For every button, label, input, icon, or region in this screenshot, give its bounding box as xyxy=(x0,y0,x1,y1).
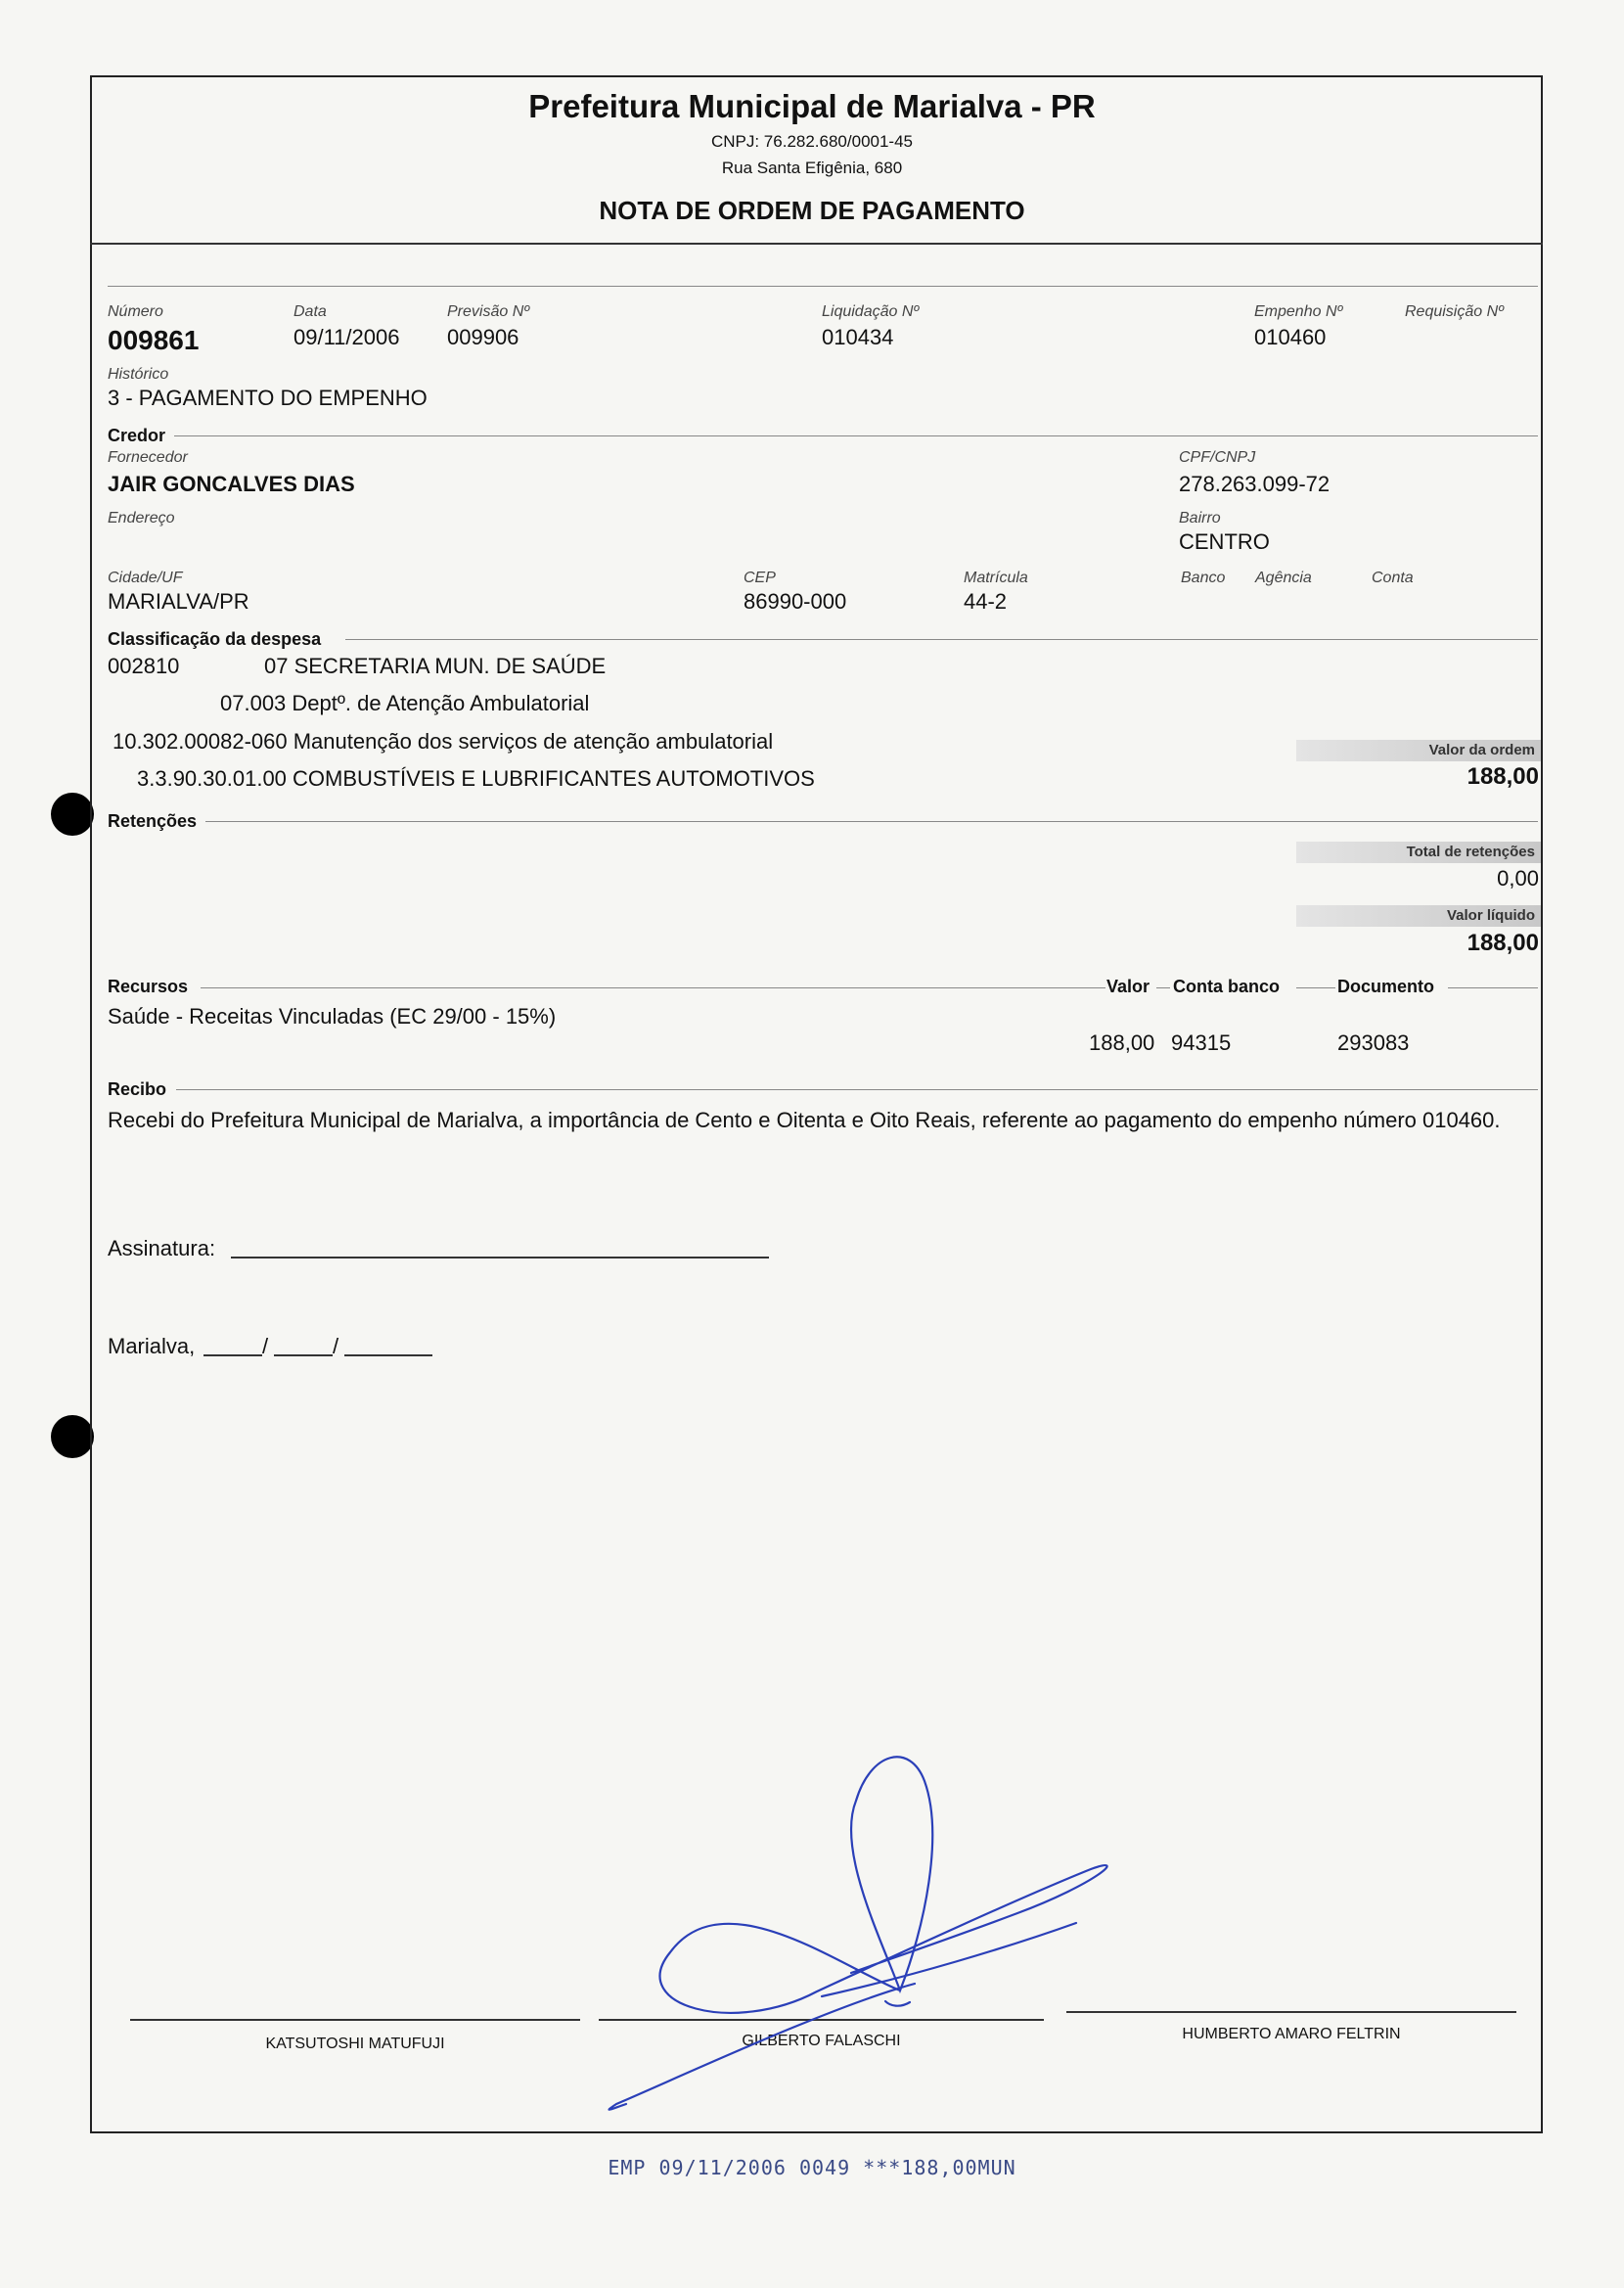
empenho-value: 010460 xyxy=(1254,325,1327,349)
total-retencoes-bar xyxy=(1296,842,1541,863)
valor-ordem-label: Valor da ordem xyxy=(1428,742,1535,758)
handwritten-signature xyxy=(587,1742,1135,2153)
recursos-descricao: Saúde - Receitas Vinculadas (EC 29/00 - 15%) xyxy=(108,1004,557,1029)
recursos-divider-3 xyxy=(1296,987,1335,988)
historico-label: Histórico xyxy=(108,366,169,383)
recursos-documento: 293083 xyxy=(1337,1030,1410,1055)
credor-section-title: Credor xyxy=(108,426,166,445)
bairro-value: CENTRO xyxy=(1179,529,1270,554)
bairro-label: Bairro xyxy=(1179,510,1221,526)
cnpj-text: CNPJ: 76.282.680/0001-45 xyxy=(710,132,914,151)
recursos-divider-1 xyxy=(201,987,1105,988)
punch-hole-top xyxy=(51,793,94,836)
document-title: NOTA DE ORDEM DE PAGAMENTO xyxy=(599,196,1025,225)
acao-text: 10.302.00082-060 Manutenção dos serviços de atenção ambulatorial xyxy=(113,729,774,754)
valor-ordem-bar xyxy=(1296,740,1541,761)
recursos-valor: 188,00 xyxy=(1089,1030,1155,1055)
secretaria-text: 07 SECRETARIA MUN. DE SAÚDE xyxy=(264,654,607,678)
numero-value: 009861 xyxy=(108,325,200,355)
valor-liquido-label: Valor líquido xyxy=(1446,907,1535,924)
conta-label: Conta xyxy=(1372,570,1414,586)
classificacao-section-title: Classificação da despesa xyxy=(108,629,322,649)
total-retencoes-label: Total de retenções xyxy=(1406,844,1535,860)
agencia-label: Agência xyxy=(1255,570,1312,586)
banco-label: Banco xyxy=(1181,570,1226,586)
assinatura-line xyxy=(231,1257,769,1258)
signatory-3: HUMBERTO AMARO FELTRIN xyxy=(1182,2026,1401,2042)
liquidacao-label: Liquidação Nº xyxy=(822,303,920,320)
header-divider xyxy=(90,243,1543,245)
date-sep-1: / xyxy=(262,1334,269,1358)
assinatura-label: Assinatura: xyxy=(108,1236,216,1260)
cep-value: 86990-000 xyxy=(744,589,847,614)
recursos-documento-header: Documento xyxy=(1337,977,1434,996)
date-year-line xyxy=(344,1354,432,1356)
classificacao-code: 002810 xyxy=(108,654,180,678)
recursos-conta-header: Conta banco xyxy=(1173,977,1281,996)
footer-stamp: EMP 09/11/2006 0049 ***188,00MUN xyxy=(608,2156,1016,2179)
data-label: Data xyxy=(293,303,327,320)
address-text: Rua Santa Efigênia, 680 xyxy=(721,159,903,177)
previsao-label: Previsão Nº xyxy=(447,303,530,320)
numero-label: Número xyxy=(108,303,163,320)
recursos-conta: 94315 xyxy=(1171,1030,1232,1055)
matricula-value: 44-2 xyxy=(964,589,1008,614)
matricula-label: Matrícula xyxy=(964,570,1028,586)
cidade-value: MARIALVA/PR xyxy=(108,589,249,614)
cidade-label: Cidade/UF xyxy=(108,570,183,586)
local-data-label: Marialva, xyxy=(108,1334,196,1358)
total-retencoes-value: 0,00 xyxy=(1497,866,1539,891)
data-value: 09/11/2006 xyxy=(293,325,400,349)
date-month-line xyxy=(274,1354,333,1356)
departamento-text: 07.003 Deptº. de Atenção Ambulatorial xyxy=(220,691,590,715)
signatory-2: GILBERTO FALASCHI xyxy=(742,2033,901,2049)
recursos-valor-header: Valor xyxy=(1106,977,1150,996)
credor-divider xyxy=(174,435,1538,436)
elemento-text: 3.3.90.30.01.00 COMBUSTÍVEIS E LUBRIFICANTES AUTOMOTIVOS xyxy=(137,766,815,791)
valor-liquido-value: 188,00 xyxy=(1466,930,1539,956)
empenho-label: Empenho Nº xyxy=(1254,303,1343,320)
signature-line-1 xyxy=(130,2019,580,2021)
requisicao-label: Requisição Nº xyxy=(1405,303,1504,320)
fornecedor-value: JAIR GONCALVES DIAS xyxy=(108,472,355,496)
recursos-divider-4 xyxy=(1448,987,1538,988)
recibo-text: Recebi do Prefeitura Municipal de Marialva, a importância de Cento e Oitenta e Oito Reais, referente ao pagamento do empenho número 010460. xyxy=(108,1108,1501,1132)
date-sep-2: / xyxy=(333,1334,339,1358)
historico-value: 3 - PAGAMENTO DO EMPENHO xyxy=(108,386,428,410)
date-day-line xyxy=(203,1354,262,1356)
retencoes-divider xyxy=(205,821,1538,822)
fornecedor-label: Fornecedor xyxy=(108,449,188,466)
page-title: Prefeitura Municipal de Marialva - PR xyxy=(528,88,1096,124)
recursos-section-title: Recursos xyxy=(108,977,189,996)
fields-divider xyxy=(108,286,1538,287)
recibo-divider xyxy=(176,1089,1538,1090)
previsao-value: 009906 xyxy=(447,325,519,349)
retencoes-section-title: Retenções xyxy=(108,811,198,831)
valor-ordem-value: 188,00 xyxy=(1466,763,1539,790)
endereco-label: Endereço xyxy=(108,510,175,526)
liquidacao-value: 010434 xyxy=(822,325,894,349)
cpf-value: 278.263.099-72 xyxy=(1179,472,1331,496)
classificacao-divider xyxy=(345,639,1538,640)
cpf-label: CPF/CNPJ xyxy=(1179,449,1256,466)
recursos-divider-2 xyxy=(1156,987,1170,988)
cep-label: CEP xyxy=(744,570,776,586)
recibo-section-title: Recibo xyxy=(108,1079,167,1099)
signatory-1: KATSUTOSHI MATUFUJI xyxy=(265,2036,445,2052)
punch-hole-bottom xyxy=(51,1415,94,1458)
valor-liquido-bar xyxy=(1296,905,1541,927)
